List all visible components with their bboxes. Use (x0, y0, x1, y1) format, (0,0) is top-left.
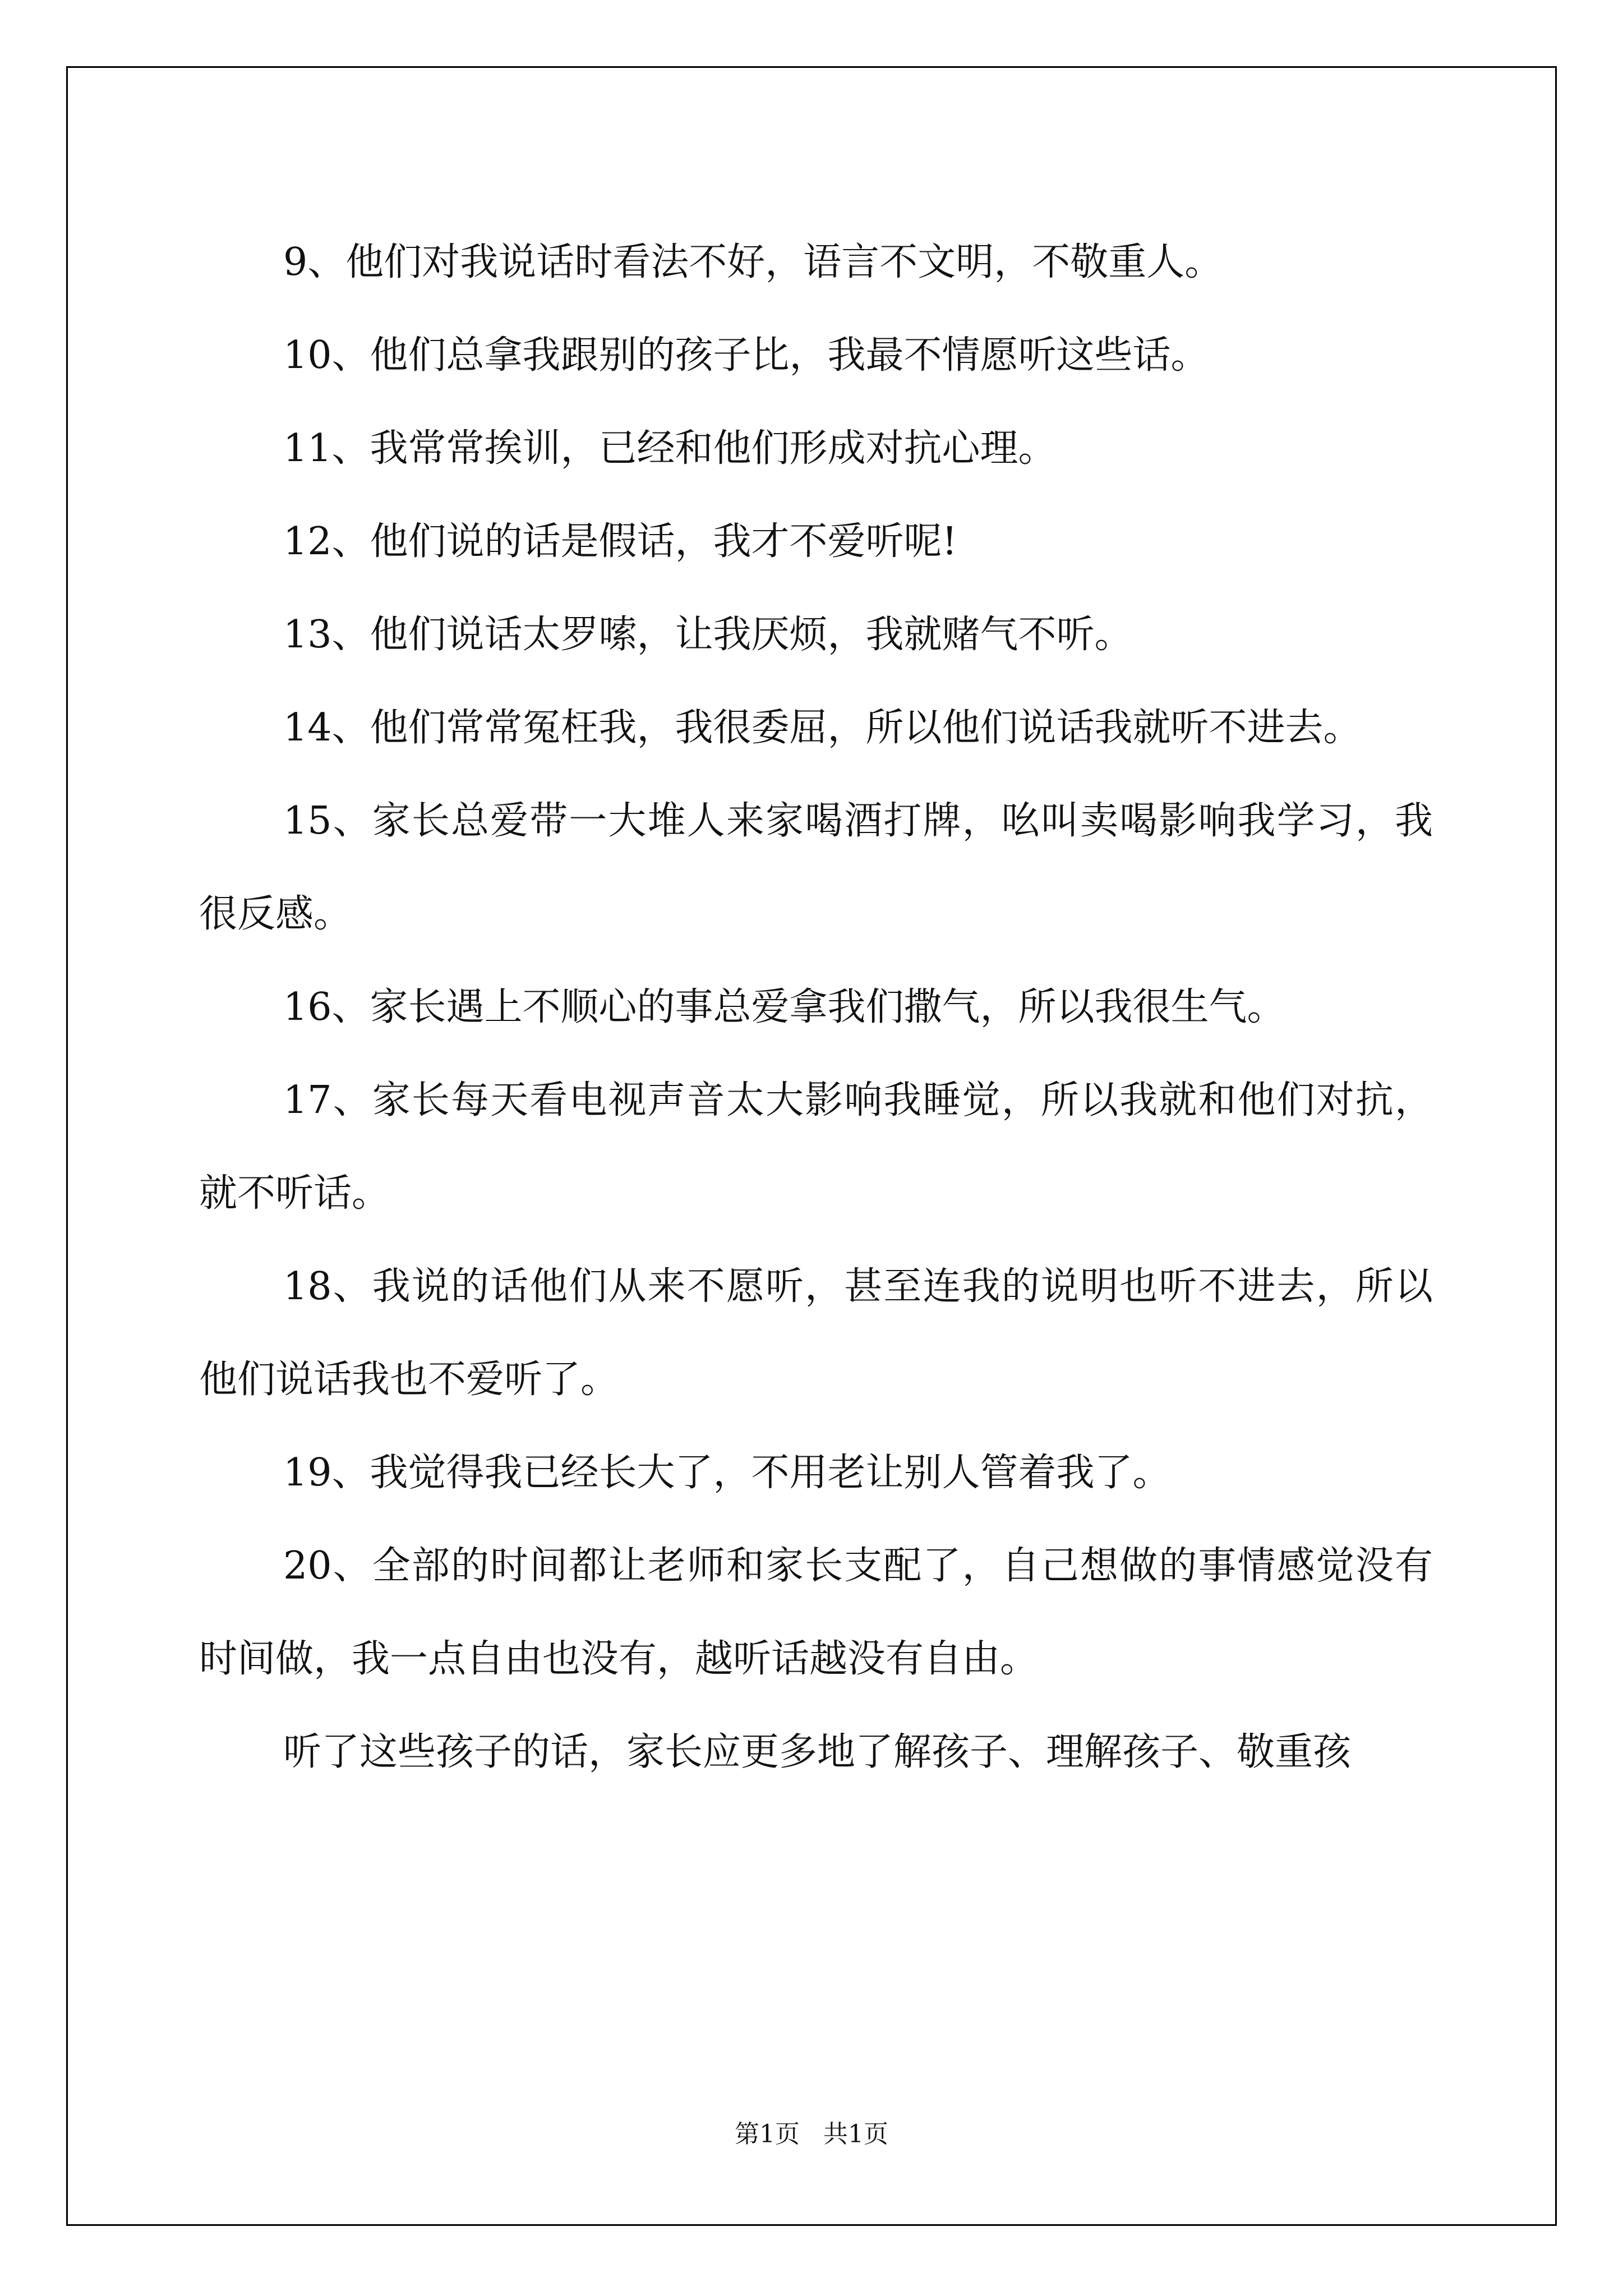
paragraph: 听了这些孩子的话，家长应更多地了解孩子、理解孩子、敬重孩 (283, 1730, 1352, 1774)
paragraph: 20、全部的时间都让老师和家长支配了，自己想做的事情感觉没有时间做，我一点自由也没有，越听话越没有自由。 (199, 1544, 1433, 1681)
paragraph: 17、家长每天看电视声音太大影响我睡觉，所以我就和他们对抗，就不听话。 (199, 1078, 1433, 1216)
paragraph: 15、家长总爱带一大堆人来家喝酒打牌，吆叫卖喝影响我学习，我很反感。 (199, 799, 1433, 936)
paragraph: 18、我说的话他们从来不愿听，甚至连我的说明也听不进去，所以他们说话我也不爱听了。 (199, 1264, 1433, 1402)
page-total: 共1页 (823, 2120, 888, 2148)
paragraph: 13、他们说话太罗嗦，让我厌烦，我就赌气不听。 (283, 613, 1133, 657)
paragraph: 16、家长遇上不顺心的事总爱拿我们撒气，所以我很生气。 (283, 985, 1285, 1029)
paragraph: 14、他们常常冤枉我，我很委屈，所以他们说话我就听不进去。 (283, 706, 1362, 750)
paragraph: 19、我觉得我已经长大了，不用老让别人管着我了。 (283, 1451, 1171, 1495)
paragraph: 11、我常常挨训，已经和他们形成对抗心理。 (283, 426, 1057, 471)
paragraph: 12、他们说的话是假话，我才不爱听呢! (283, 519, 957, 564)
page-footer (0, 2114, 1623, 2150)
page-number: 第1页 (735, 2120, 800, 2148)
paragraph: 10、他们总拿我跟别的孩子比，我最不情愿听这些话。 (283, 333, 1209, 378)
paragraph: 9、他们对我说话时看法不好，语言不文明，不敬重人。 (283, 240, 1223, 284)
document-body (199, 216, 1433, 1799)
